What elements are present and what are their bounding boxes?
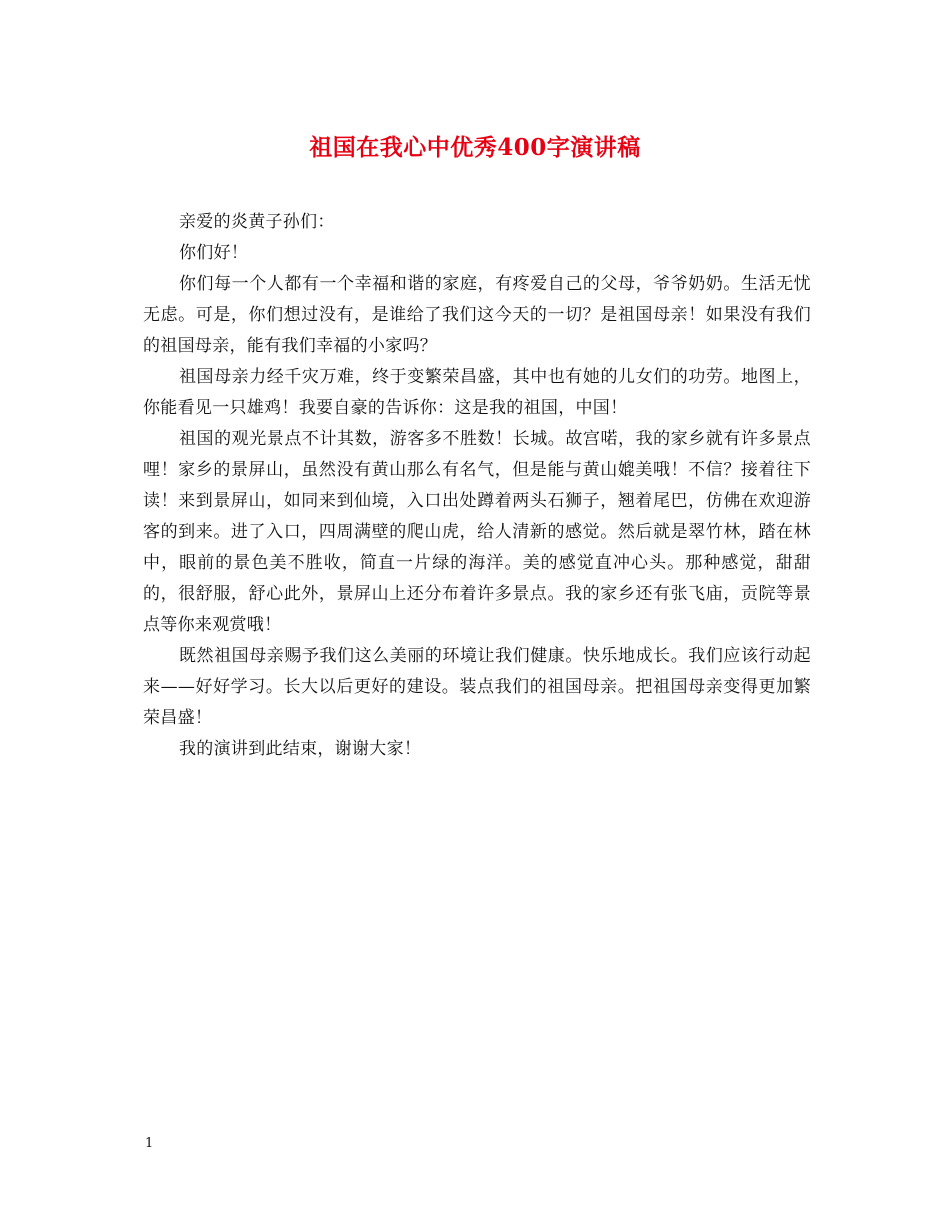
paragraph-greeting: 亲爱的炎黄子孙们：	[179, 212, 335, 232]
paragraph-family: 你们每一个人都有一个幸福和谐的家庭，有疼爱自己的父母，爷爷奶奶。生活无忧无虑。可是，你们想过没有，是谁给了我们这今天的一切？是祖国母亲！如果没有我们的祖国母亲，能有我们幸福的小家吗？	[143, 274, 811, 356]
document-title: 祖国在我心中优秀400字演讲稿	[309, 134, 641, 161]
page-number: 1	[145, 1136, 154, 1151]
paragraph-hello: 你们好！	[179, 243, 249, 263]
paragraph-closing: 我的演讲到此结束，谢谢大家！	[179, 739, 422, 759]
paragraph-scenery: 祖国的观光景点不计其数，游客多不胜数！长城。故宫喏，我的家乡就有许多景点哩！家乡的景屏山，虽然没有黄山那么有名气，但是能与黄山媲美哦！不信？接着往下读！来到景屏山，如同来到仙境，入口出处蹲着两头石狮子，翘着尾巴，仿佛在欢迎游客的到来。进了入口，四周满壁的爬山虎，给人清新的感觉。然后就是翠竹林，踏在林中，眼前的景色美不胜收，简直一片绿的海洋。美的感觉直冲心头。那种感觉，甜甜的，很舒服，舒心此外，景屏山上还分布着许多景点。我的家乡还有张飞庙，贡院等景点等你来观赏哦！	[143, 429, 811, 635]
paragraph-motherland: 祖国母亲力经千灾万难，终于变繁荣昌盛，其中也有她的儿女们的功劳。地图上，你能看见一只雄鸡！我要自豪的告诉你：这是我的祖国，中国！	[143, 367, 811, 418]
document-body	[143, 207, 811, 765]
paragraph-action: 既然祖国母亲赐予我们这么美丽的环境让我们健康。快乐地成长。我们应该行动起来——好好学习。长大以后更好的建设。装点我们的祖国母亲。把祖国母亲变得更加繁荣昌盛！	[143, 646, 811, 728]
